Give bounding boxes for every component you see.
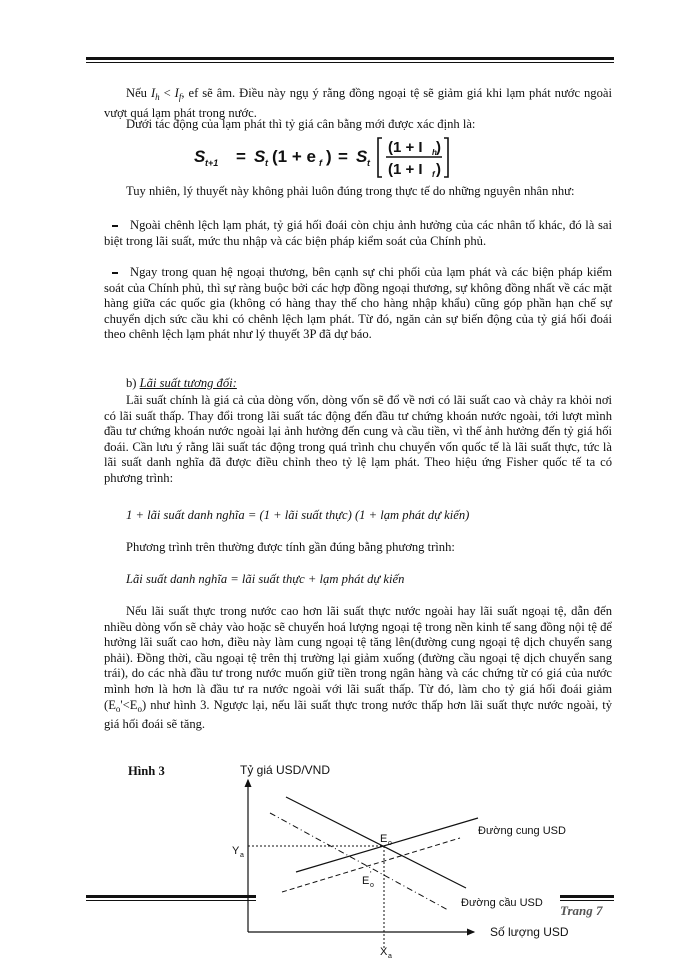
formula-lhs: S <box>194 147 206 166</box>
fisher-equation: 1 + lãi suất danh nghĩa = (1 + lãi suất thực) (1 + lạm phát dự kiến) <box>126 508 470 522</box>
p1-lt: < <box>159 86 175 100</box>
e0-prime-label: E <box>362 875 370 887</box>
svg-text:): ) <box>436 161 441 178</box>
figure-title: Hình 3 <box>128 764 165 778</box>
e0-prime-sub: o <box>370 882 374 889</box>
demand-label: Đường cầu USD <box>461 897 543 909</box>
y-axis-label: Tỷ giá USD/VND <box>240 763 331 777</box>
page-number: Trang 7 <box>560 903 603 918</box>
svg-text:): ) <box>436 139 441 156</box>
formula-den-sub: f <box>432 170 435 179</box>
supply-curve <box>296 818 478 872</box>
formula-eq1: = <box>236 147 246 166</box>
paragraph-approx: Phương trình trên thường được tính gần đúng bằng phương trình: <box>126 540 455 554</box>
xa-label: X <box>380 946 388 958</box>
supply-label: Đường cung USD <box>478 825 566 837</box>
x-axis-label: Số lượng USD <box>490 925 569 939</box>
p6-mid: '<E <box>120 697 138 712</box>
p1-pre: Nếu <box>126 86 151 100</box>
xa-sub: a <box>388 953 392 960</box>
section-b-title: Lãi suất tương đối: <box>139 376 237 390</box>
formula-eq2: = <box>338 147 348 166</box>
e0-sub: o <box>388 840 392 847</box>
footer-rule-thick-right <box>560 895 614 898</box>
if-sub: f <box>178 92 182 102</box>
formula-paren1: (1 + e <box>272 147 316 166</box>
demand-curve <box>286 797 466 888</box>
p6-text: Nếu lãi suất thực trong nước cao hơn lãi suất thực nước ngoài hay lãi suất ngoại tệ, dẫn đến nhiều dòng vốn sẽ chảy vào hoặc sẽ chuyển hoá lượng ngoại tệ trong nền kinh tế sang đồng nội tệ để hưởng lãi suất cao hơn, điều này làm cung ngoại tệ tăng lên(đường cung ngoại tệ dịch chuyển sang phải). Đồng thời, cầu ngoại tệ trên thị trường lại giảm xuống (đường cầu ngoại tệ dịch chuyển sang trái), do các nhà đầu tư trong nước muốn giữ tiền trong ngân hàng và các chứng từ có giá của nước mình hơn là hơn là đầu tư ra nước ngoài với lãi suất thấp. Từ đó, làm cho tỷ giá hối đoái giảm (E <box>104 604 612 712</box>
formula-num-sub: h <box>432 148 437 157</box>
e0-label: E <box>380 833 388 845</box>
p1-post: , ef sẽ âm. Điều này ngụ ý rằng đồng ngoại tệ sẽ giảm giá khi lạm phát nước ngoài vượt quá lạm phát trong nước. <box>104 86 612 120</box>
paragraph-interest-rate: Lãi suất chính là giá cả của dòng vốn, dòng vốn sẽ đổ về nơi có lãi suất cao và chảy ra khỏi nơi có lãi suất thấp. Thay đổi trong lãi suất tác động đến đầu tư chứng khoán nước ngoài, tới lượt mình đầu tư chứng khoán nước ngoài lại ảnh hưởng đến cung và cầu tiền, vì thế ảnh hưởng đến tỷ giá hối đoái. Cần lưu ý rằng lãi suất tác động trong quá trình chu chuyển vốn quốc tế là lãi suất thực, tức là lãi suất danh nghĩa đã được điều chỉnh theo tỷ lệ lạm phát. Theo hiệu ứng Fisher quốc tế ta có phương trình: <box>104 393 612 485</box>
formula-paren2: ) <box>326 147 332 166</box>
formula-s2: S <box>356 147 368 166</box>
bullet-2-text: Ngay trong quan hệ ngoại thương, bên cạnh sự chi phối của lạm phát và các biện pháp kiểm soát của Chính phủ, thì sự ràng buộc bởi các hợp đồng ngoại thương, sự không đồng nhất về các mặt hàng giữa các quốc gia (không có hàng thay thế cho hàng nhập khẩu) cũng góp phần hạn chế sự chuyển dịch sức cầu khi có chênh lệch lạm phát. Từ đó, ngăn cản sự biến động của tỷ giá hối đoái theo chênh lệch lạm phát như lý thuyết 3P đã dự báo. <box>104 265 612 342</box>
ih-symbol: I <box>150 86 156 100</box>
footer-rule-thin-right <box>560 900 614 901</box>
footer-rule-thin <box>86 900 256 901</box>
formula-lhs-sub: t+1 <box>205 158 219 168</box>
approx-equation: Lãi suất danh nghĩa = lãi suất thực + lạm phát dự kiến <box>126 572 405 586</box>
e0-prime-sup: ' <box>370 870 372 879</box>
formula-numerator: (1 + I <box>388 139 423 156</box>
if-symbol: I <box>174 86 179 100</box>
p6-sub-1: o <box>115 703 121 714</box>
formula-e-sub: f <box>319 158 322 168</box>
footer-rule-thick <box>86 895 256 898</box>
formula-s2-sub: t <box>367 158 370 168</box>
formula-s1: S <box>254 147 266 166</box>
p6-end: ) như hình 3. Ngược lại, nếu lãi suất thực trong nước thấp hơn lãi suất thực nước ngoài, tỷ giá hối đoái sẽ tăng. <box>104 697 612 732</box>
paragraph-equilibrium: Dưới tác động của lạm phát thì tỷ giá cân bằng mới được xác định là: <box>126 117 476 131</box>
demand-curve-shifted <box>270 813 448 910</box>
formula-s1-sub: t <box>265 158 268 168</box>
ya-label: Y <box>232 845 240 857</box>
formula-denominator: (1 + I <box>388 161 423 178</box>
p6-sub-2: o <box>137 703 142 714</box>
bullet-1-text: Ngoài chênh lệch lạm phát, tỷ giá hối đoái còn chịu ảnh hưởng của các nhân tố khác, đó là sai biệt trong lãi suất, mức thu nhập và các biện pháp kiểm soát của Chính phủ. <box>104 218 612 248</box>
section-b-number: b) <box>126 376 140 390</box>
ih-sub: h <box>155 92 160 102</box>
paragraph-however: Tuy nhiên, lý thuyết này không phải luôn đúng trong thực tế do những nguyên nhân như: <box>126 184 575 198</box>
ya-sub: a <box>240 852 244 859</box>
